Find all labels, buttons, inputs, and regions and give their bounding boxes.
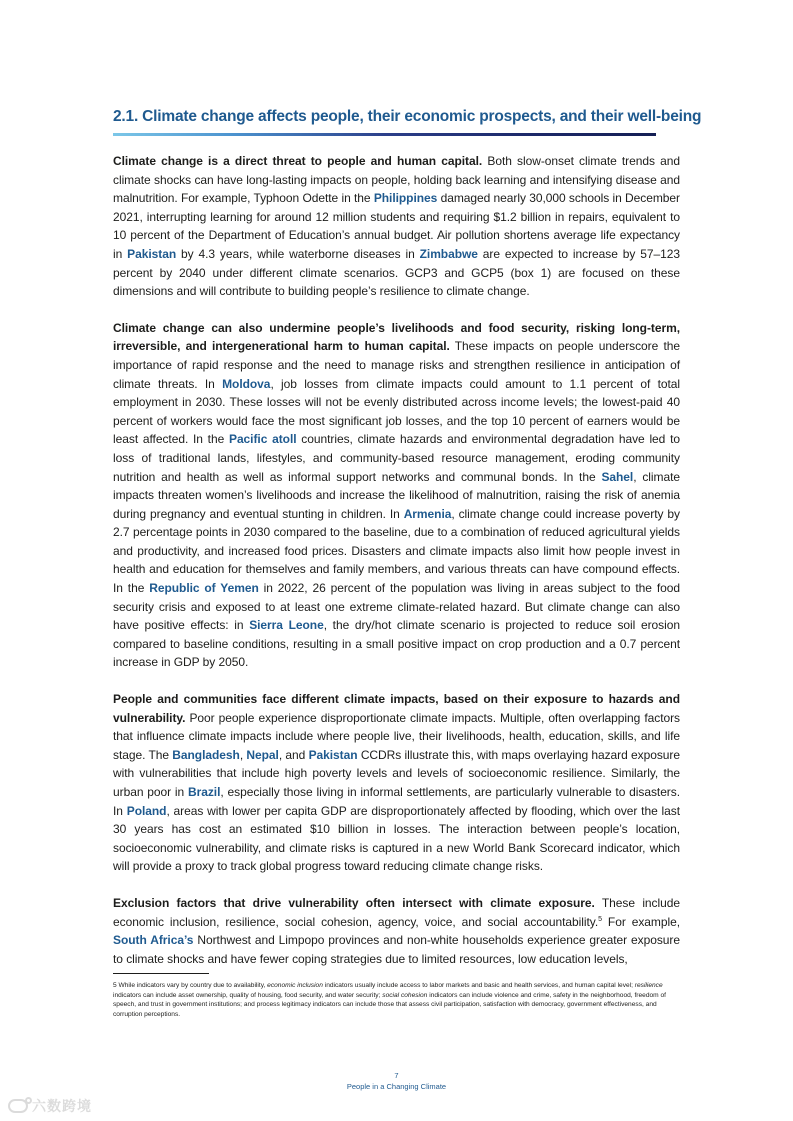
watermark-text: 六数跨境 [32,1099,92,1115]
country-highlight: Republic of Yemen [149,581,259,596]
paragraph-livelihoods [113,319,680,672]
text-run: These impacts on people underscore the importance of rapid response and the need to manage risks and strengthen resilience in anticipation of climate threats. In [113,339,680,391]
text-run: , especially those living in informal settlements, are particularly vulnerable to disasters. In [113,785,680,818]
text-run: indicators can include asset ownership, quality of housing, food security, and water security; [113,991,383,999]
country-highlight: Pakistan [127,246,177,261]
country-highlight: Sierra Leone [249,618,324,633]
paragraph-exposure [113,690,680,876]
emphasis-text: social cohesion [382,991,428,999]
text-run: Northwest and Limpopo provinces and non-white households experience greater exposure to climate shocks and have fewer coping strategies due to limited resources, low education levels, [113,933,681,966]
country-highlight: Sahel [601,469,634,484]
text-run: , and [278,747,309,762]
text-run: indicators can include violence and crime, safety in the neighborhood, freedom of speech, and trust in government institutions; and process legitimacy indicators can include those that assess civil participation, satisfaction with democracy, government effectiveness, and corruption perceptions. [113,991,666,1018]
text-run: indicators usually include access to labor markets and basic and health services, and human capital level; [322,982,635,989]
footnote-divider [113,973,209,974]
text-run: are expected to increase by 57–123 percent by 2040 under different climate scenarios. GCP3 and GCP5 (box 1) are focused on these dimensions and will contribute to building people’s resilience to climate change. [113,246,680,299]
country-highlight: Brazil [188,785,221,799]
emphasis-text: resilience [634,982,663,989]
footer-title: People in a Changing Climate [346,1082,447,1091]
section-heading: 2.1. Climate change affects people, their economic prospects, and their well-being [113,108,702,125]
paragraph-exclusion [113,894,680,968]
text-run: , climate impacts threaten women’s livelihoods and increase the likelihood of malnutrition, raising the risk of anemia during pregnancy and eventual stunting in children. In [113,469,681,521]
text-run: CCDRs illustrate this, with maps overlaying hazard exposure with vulnerabilities that include high poverty levels and levels of socioeconomic resilience. Similarly, the urban poor in [113,747,680,799]
text-run: in 2022, 26 percent of the population was living in areas subject to the food security crisis and exposed to at least one extreme climate-related hazard. But climate change can also have positive effects: in [113,581,680,633]
text-run: , job losses from climate impacts could amount to 1.1 percent of total employment in 2030. These losses will not be evenly distributed across income levels; the lowest-paid 40 percent of workers would face the most significant job losses, and the top 10 percent of earners would be least affected. In the [113,376,681,447]
footnote-ref: 5 [598,915,602,923]
text-run: , the dry/hot climate scenario is projected to reduce soil erosion compared to baseline conditions, resulting in a small positive impact on crop production and a 0.7 percent increase in GDP by 2050. [113,618,680,670]
text-run: 5 While indicators vary by country due to availability, [113,982,268,989]
text-run: Both slow-onset climate trends and climate shocks can have long-lasting impacts on people, holding back learning and intensifying disease and malnutrition. For example, Typhoon Odette in the [113,154,680,206]
text-run: For example, [601,914,680,929]
text-run: Poor people experience disproportionate climate impacts. Multiple, often overlapping factors that influence climate impacts include where people live, their livelihoods, health, education, skills, and life stage. The [113,710,680,762]
page-number: 7 [394,1071,399,1080]
text-run: , [239,747,247,762]
country-highlight: Armenia [403,506,452,521]
lead-sentence: Climate change is a direct threat to people and human capital. [113,154,483,168]
country-highlight: Pakistan [308,747,358,762]
country-highlight: South Africa’s [113,933,194,948]
watermark-logo-icon [8,1099,28,1113]
footnote-5 [113,981,677,1019]
text-run: , climate change could increase poverty by 2.7 percentage points in 2030 compared to the baseline, due to a combination of reduced agricultural yields and productivity, and increased food prices. Disasters and climate impacts also limit how people invest in health and education for themselves and family members, and various threats can have compound effects. In the [113,506,680,596]
text-run: These include economic inclusion, resilience, social cohesion, agency, voice, and social accountability. [113,895,680,929]
text-run: by 4.3 years, while waterborne diseases in [176,246,420,261]
country-highlight: Nepal [246,747,279,762]
lead-sentence: Exclusion factors that drive vulnerability often intersect with climate exposure. [113,895,595,910]
country-highlight: Moldova [222,376,271,391]
country-highlight: Philippines [373,191,438,206]
text-run: countries, climate hazards and environmental degradation have led to loss of traditional lands, lifestyles, and community-based resource management, eroding community nutrition and health as well as informal support networks and communal bonds. In the [113,432,680,484]
lead-sentence: Climate change can also undermine people’s livelihoods and food security, risking long-term, irreversible, and intergenerational harm to human capital. [113,320,680,354]
heading-gradient-rule [113,133,656,136]
emphasis-text: economic inclusion [267,982,323,989]
page-content [113,106,702,968]
country-highlight: Poland [126,803,167,818]
country-highlight: Pacific atoll [228,432,297,447]
text-run: damaged nearly 30,000 schools in December 2021, interrupting learning for around 12 million students and requiring $1.2 billion in repairs, equivalent to 10 percent of the Department of Education’s annual budget. Air pollution shortens average life expectancy in [113,191,680,261]
watermark [8,1095,92,1117]
lead-sentence: People and communities face different climate impacts, based on their exposure to hazards and vulnerability. [113,692,680,725]
country-highlight: Zimbabwe [419,246,478,261]
country-highlight: Bangladesh [172,747,240,762]
text-run: , areas with lower per capita GDP are disproportionately affected by flooding, which over the last 30 years has cost an estimated $10 billion in losses. The interaction between people’s location, socioeconomic vulnerability, and climate risks is captured in a new World Bank Scorecard indicator, which will provide a proxy to track global progress toward reducing climate change risks. [113,803,680,874]
paragraph-human-capital [113,152,680,301]
